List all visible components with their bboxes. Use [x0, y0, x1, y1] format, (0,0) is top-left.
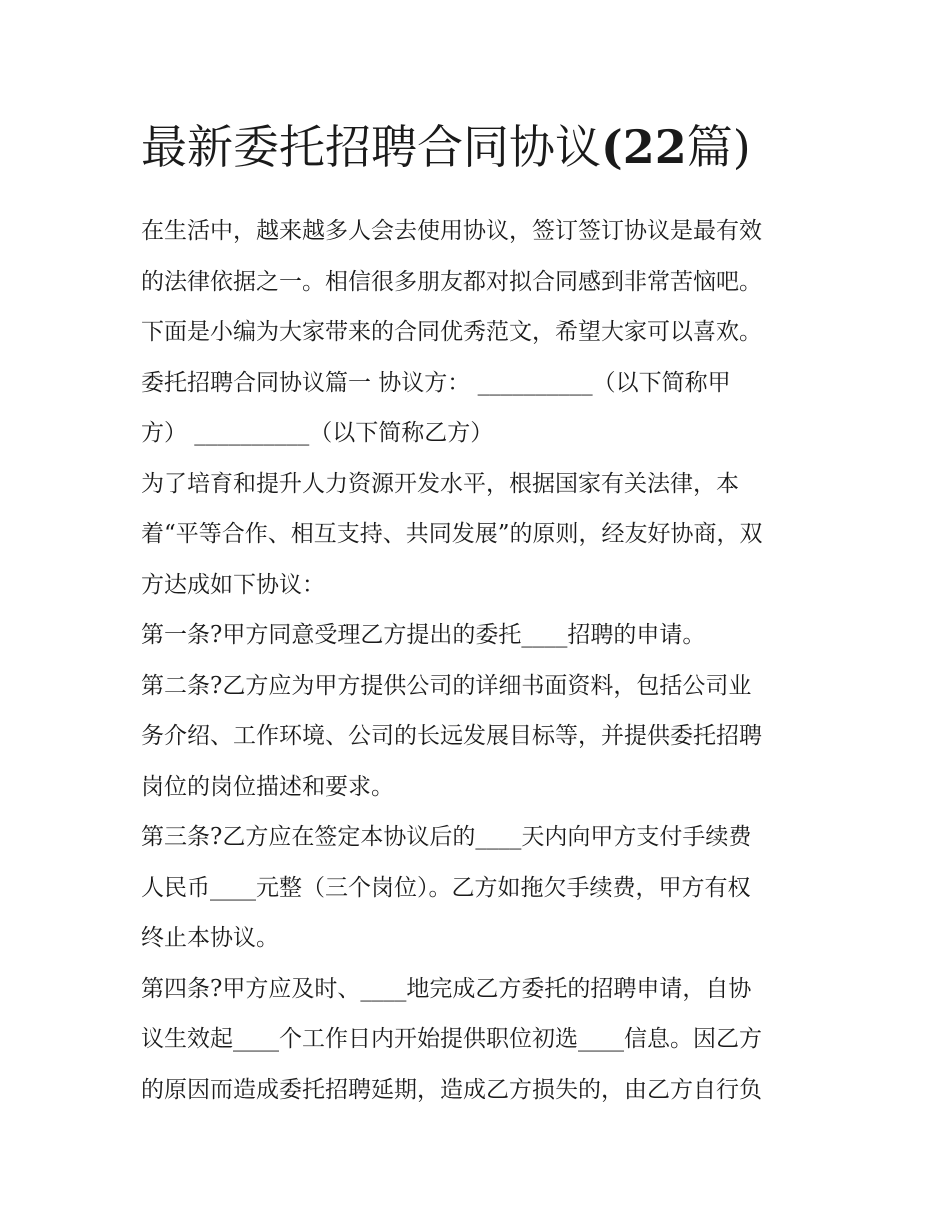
text-line: 委托招聘合同协议篇一 协议方： __________（以下简称甲 — [141, 369, 731, 396]
text-line: 着“平等合作、相互支持、共同发展”的原则，经友好协商，双 — [141, 521, 763, 547]
text-line: 务介绍、工作环境、公司的长远发展目标等，并提供委托招聘 — [141, 723, 762, 749]
text-line: 的法律依据之一。相信很多朋友都对拟合同感到非常苦恼吧。 — [141, 268, 762, 295]
text-line: 第四条?甲方应及时、____地完成乙方委托的招聘申请，自协 — [141, 975, 752, 1002]
text-line: 议生效起____个工作日内开始提供职位初选____信息。因乙方 — [141, 1026, 762, 1052]
text-line: 人民币____元整（三个岗位）。乙方如拖欠手续费，甲方有权 — [141, 874, 751, 901]
text-line: 第一条?甲方同意受理乙方提出的委托____招聘的申请。 — [141, 622, 706, 648]
text-line: 第三条?乙方应在签定本协议后的____天内向甲方支付手续费 — [141, 824, 752, 850]
title-suffix: 篇) — [686, 120, 751, 174]
text-line: 第二条?乙方应为甲方提供公司的详细书面资料，包括公司业 — [141, 672, 752, 699]
text-line: 在生活中，越来越多人会去使用协议，签订签订协议是最有效 — [141, 218, 762, 244]
title-count: (22 — [601, 120, 687, 174]
text-line: 岗位的岗位描述和要求。 — [141, 773, 394, 800]
title-main: 最新委托招聘合同协议 — [141, 120, 601, 174]
text-line: 为了培育和提升人力资源开发水平，根据国家有关法律，本 — [141, 470, 739, 497]
text-line: 方） __________（以下简称乙方） — [141, 420, 494, 446]
text-line: 下面是小编为大家带来的合同优秀范文，希望大家可以喜欢。 — [141, 319, 762, 345]
document-body — [141, 112, 813, 1115]
text-line: 方达成如下协议： — [141, 571, 325, 598]
document-title — [141, 112, 813, 186]
text-line: 的原因而造成委托招聘延期，造成乙方损失的，由乙方自行负 — [141, 1076, 762, 1103]
text-line: 终止本协议。 — [141, 925, 279, 951]
